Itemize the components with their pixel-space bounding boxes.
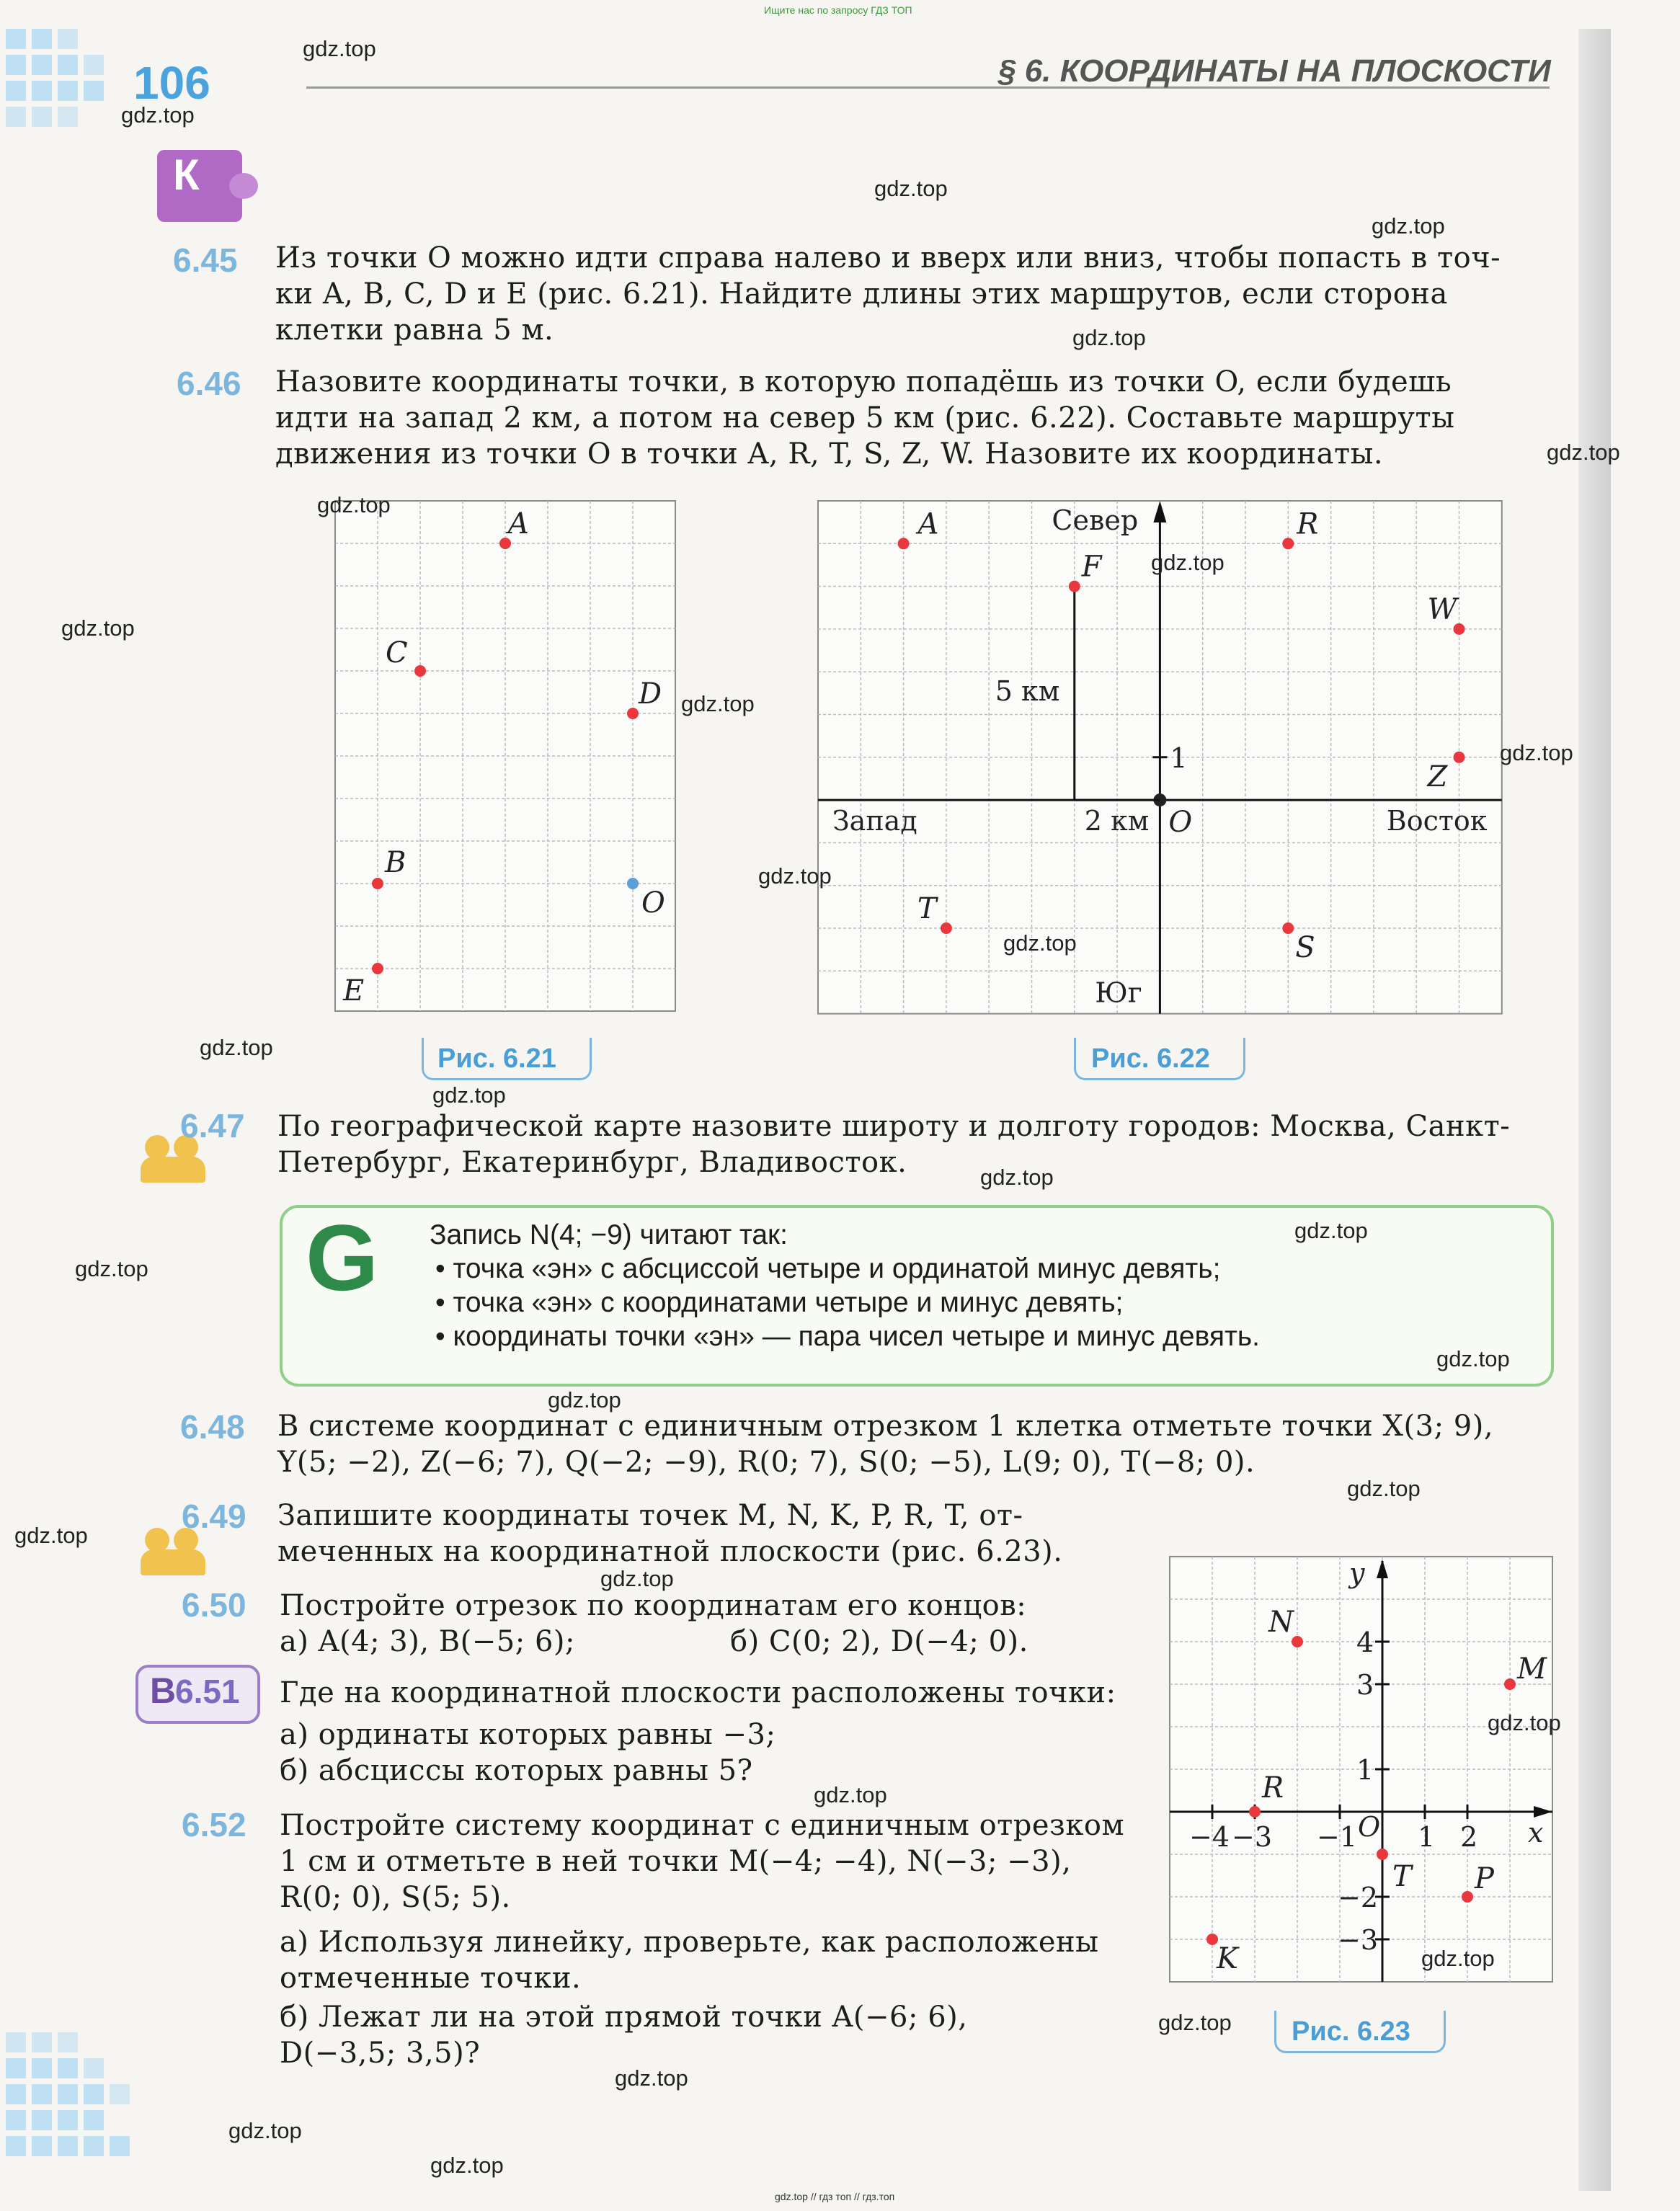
point-label: A	[508, 507, 529, 540]
point-label: W	[1427, 592, 1457, 626]
x-tick-label: −1	[1317, 1821, 1358, 1853]
point-b	[372, 878, 383, 889]
point-label: E	[343, 974, 365, 1007]
text-line: Y(5; −2), Z(−6; 7), Q(−2; −9), R(0; 7), S(0; −5), L(9; 0), T(−8; 0).	[277, 1446, 1255, 1479]
part-b: б) C(0; 2), D(−4; 0).	[730, 1625, 1028, 1658]
origin-label: O	[1358, 1811, 1381, 1843]
problem-text	[275, 240, 1558, 348]
point-r	[1282, 538, 1294, 549]
watermark-text: gdz.top	[1294, 1218, 1368, 1243]
watermark-text: gdz.top	[1151, 550, 1225, 575]
problem-text	[277, 1498, 1142, 1570]
y-tick-label: −3	[1338, 1924, 1379, 1956]
watermark-text: gdz.top	[1500, 740, 1573, 765]
x-tick-label: −3	[1232, 1821, 1273, 1853]
problem-text	[280, 1588, 1145, 1660]
text-line: 1 см и отметьте в ней точки M(−4; −4), N(−3; −3),	[280, 1845, 1072, 1878]
figure-caption: Рис. 6.22	[1091, 1044, 1210, 1074]
south-label: Юг	[1095, 977, 1142, 1009]
problem-number: 6.52	[182, 1806, 246, 1843]
watermark-text: gdz.top	[1347, 1476, 1421, 1501]
control-badge-tab	[229, 173, 258, 199]
watermark-text: gdz.top	[1547, 440, 1620, 465]
text-line: По географической карте назовите широту и долготу городов: Москва, Санкт-	[277, 1110, 1511, 1143]
y-tick-label: 3	[1356, 1669, 1374, 1701]
text-line: Назовите координаты точки, в которую попадёшь из точки O, если будешь	[275, 365, 1452, 399]
note-item: • координаты точки «эн» — пара чисел четыре и минус девять.	[435, 1321, 1261, 1352]
x-tick-label: 2	[1460, 1821, 1478, 1853]
text-line: меченных на координатной плоскости (рис. 6.23).	[277, 1535, 1063, 1568]
page-edge-shadow	[1578, 29, 1611, 2191]
y-tick-label: 4	[1356, 1627, 1374, 1658]
watermark-text: gdz.top	[61, 615, 135, 641]
problem-badge: В	[150, 1671, 177, 1711]
text-line: В системе координат с единичным отрезком 1 клетка отметьте точки X(3; 9),	[277, 1410, 1494, 1443]
text-line: R(0; 0), S(5; 5).	[280, 1881, 511, 1914]
text-line: а) Используя линейку, проверьте, как расположены	[280, 1926, 1099, 1959]
point-o	[627, 878, 639, 889]
problem-text	[280, 1807, 1145, 2071]
point-s	[1282, 922, 1294, 934]
watermark-text: gdz.top	[228, 2118, 302, 2143]
point-label: C	[386, 636, 408, 669]
problem-number: 6.46	[177, 365, 241, 402]
problem-text	[277, 1408, 1568, 1480]
distance-west-label: 2 км	[1084, 805, 1150, 837]
text-line: клетки равна 5 м.	[275, 313, 554, 347]
part-a: а) A(4; 3), B(−5; 6);	[280, 1625, 575, 1658]
figure-6-21	[328, 497, 688, 1020]
watermark-text: gdz.top	[1436, 1346, 1510, 1371]
point-e	[372, 963, 383, 974]
problem-number: 6.48	[180, 1408, 245, 1446]
text-line: б) Лежат ли на этой прямой точки A(−6; 6),	[280, 2001, 968, 2034]
text-line: движения из точки O в точки A, R, T, S, Z, W. Назовите их координаты.	[275, 437, 1384, 471]
point-label: T	[1392, 1860, 1412, 1893]
point-label: R	[1262, 1771, 1284, 1805]
watermark-text: gdz.top	[1072, 325, 1146, 350]
point-label: Z	[1427, 760, 1448, 793]
point-label: O	[641, 886, 665, 920]
figure-caption: Рис. 6.23	[1292, 2016, 1410, 2047]
bottom-note: gdz.top // гдз топ // гдз.топ	[775, 2191, 895, 2202]
point-label: T	[917, 892, 937, 925]
distance-north-label: 5 км	[995, 675, 1060, 708]
problem-number: 6.51	[175, 1673, 240, 1710]
point-t	[941, 922, 952, 934]
watermark-text: gdz.top	[874, 176, 948, 201]
watermark-text: gdz.top	[1003, 930, 1077, 956]
watermark-text: gdz.top	[615, 2065, 688, 2091]
point-label: M	[1517, 1652, 1547, 1686]
point-label: K	[1217, 1942, 1238, 1975]
point-m	[1504, 1678, 1516, 1690]
text-line: а) ординаты которых равны −3;	[280, 1718, 776, 1751]
control-badge-letter: К	[173, 151, 200, 199]
point-c	[414, 665, 426, 677]
text-line: Где на координатной плоскости расположены точки:	[280, 1676, 1116, 1709]
east-label: Восток	[1386, 805, 1488, 837]
text-line: б) абсциссы которых равны 5?	[280, 1754, 753, 1787]
point-a	[898, 538, 910, 549]
x-axis-label: x	[1528, 1817, 1544, 1849]
point-label: B	[385, 846, 406, 879]
text-line: отмеченные точки.	[280, 1962, 582, 1995]
y-tick-label: −2	[1338, 1882, 1379, 1913]
problem-text	[275, 364, 1558, 472]
note-item: • точка «эн» с координатами четыре и минус девять;	[435, 1287, 1124, 1318]
note-content	[430, 1218, 1260, 1353]
watermark-text: gdz.top	[600, 1566, 674, 1591]
watermark-text: gdz.top	[1158, 2010, 1232, 2035]
watermark-text: gdz.top	[14, 1523, 88, 1548]
point-label: D	[639, 677, 662, 711]
watermark-text: gdz.top	[681, 691, 755, 716]
y-tick-label: 1	[1356, 1754, 1374, 1786]
north-label: Север	[1052, 504, 1139, 536]
problem-number: 6.47	[180, 1107, 245, 1144]
point-label: F	[1081, 550, 1102, 584]
point-label: P	[1475, 1862, 1494, 1895]
x-tick-label: 1	[1418, 1821, 1436, 1853]
point-label: N	[1268, 1606, 1294, 1639]
watermark-text: gdz.top	[317, 492, 391, 517]
top-note: Ищите нас по запросу ГДЗ ТОП	[764, 4, 912, 16]
west-label: Запад	[832, 805, 917, 837]
text-line: D(−3,5; 3,5)?	[280, 2037, 481, 2070]
point-label: A	[917, 507, 939, 541]
problem-text	[280, 1675, 1145, 1789]
text-line: Из точки O можно идти справа налево и вверх или вниз, чтобы попасть в точ-	[275, 241, 1501, 275]
point-r	[1249, 1806, 1261, 1818]
watermark-text: gdz.top	[1372, 213, 1445, 239]
watermark-text: gdz.top	[814, 1782, 887, 1807]
watermark-text: gdz.top	[432, 1082, 506, 1108]
text-line: Петербург, Екатеринбург, Владивосток.	[277, 1146, 907, 1179]
figure-caption: Рис. 6.21	[437, 1044, 556, 1074]
page-number: 106	[133, 57, 210, 109]
note-item: • точка «эн» с абсциссой четыре и ординатой минус девять;	[435, 1253, 1221, 1284]
origin-label: O	[1168, 806, 1193, 840]
watermark-text: gdz.top	[548, 1387, 621, 1413]
watermark-text: gdz.top	[75, 1256, 148, 1281]
point-p	[1462, 1891, 1473, 1903]
point-d	[627, 708, 639, 719]
point-t	[1377, 1849, 1388, 1860]
section-title: § 6. КООРДИНАТЫ НА ПЛОСКОСТИ	[998, 53, 1551, 89]
text-line: ки A, B, C, D и E (рис. 6.21). Найдите длины этих маршрутов, если сторона	[275, 277, 1448, 311]
watermark-text: gdz.top	[980, 1165, 1054, 1190]
text-line: Запишите координаты точек M, N, K, P, R, T, от-	[277, 1499, 1023, 1532]
point-label: S	[1295, 931, 1315, 964]
watermark-text: gdz.top	[1421, 1946, 1495, 1971]
problem-number: 6.50	[182, 1586, 246, 1624]
text-line: Постройте систему координат с единичным отрезком	[280, 1809, 1125, 1842]
watermark-text: gdz.top	[1488, 1710, 1561, 1735]
problem-number: 6.49	[182, 1498, 246, 1535]
text-line: идти на запад 2 км, а потом на север 5 км (рис. 6.22). Составьте маршруты	[275, 401, 1455, 435]
text-line: Постройте отрезок по координатам его концов:	[280, 1589, 1027, 1622]
x-tick-label: −4	[1189, 1821, 1230, 1853]
watermark-text: gdz.top	[758, 863, 832, 889]
point-z	[1454, 752, 1465, 763]
watermark-text: gdz.top	[303, 36, 376, 61]
watermark-text: gdz.top	[430, 2153, 504, 2178]
y-axis-label: y	[1349, 1557, 1365, 1589]
point-f	[1069, 581, 1080, 592]
problem-number: 6.45	[173, 241, 238, 279]
note-logo-icon: G	[306, 1205, 379, 1310]
watermark-text: gdz.top	[200, 1035, 273, 1060]
problem-text	[277, 1108, 1560, 1180]
unit-label: 1	[1170, 742, 1188, 774]
watermark-text: gdz.top	[121, 102, 195, 128]
figure-6-23	[1168, 1553, 1557, 1993]
point-label: R	[1297, 507, 1319, 541]
note-title: Запись N(4; −9) читают так:	[430, 1219, 788, 1250]
